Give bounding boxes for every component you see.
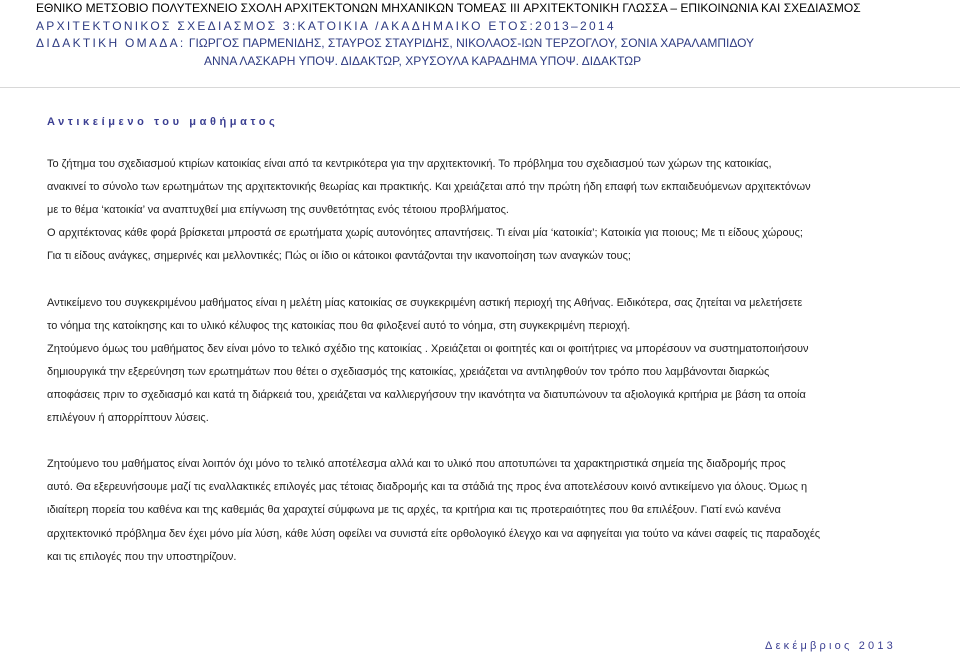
document-header <box>36 0 936 70</box>
text-line: επιλέγουν ή απορρίπτουν λύσεις. <box>47 412 209 425</box>
text-line: Ζητούμενο όμως του μαθήματος δεν είναι μόνο το τελικό σχέδιο της κατοικίας . Χρειάζεται οι φοιτητές και οι φοιτήτριες να μπορέσουν να συστηματοποιήσουν <box>47 342 809 355</box>
header-divider <box>0 87 960 88</box>
paragraph-gap <box>47 430 927 453</box>
text-line: και τις επιλογές που την υποστηρίζουν. <box>47 550 237 563</box>
footer-date: Δεκέμβριος 2013 <box>765 640 896 652</box>
text-line: Ο αρχιτέκτονας κάθε φορά βρίσκεται μπροστά σε ερωτήματα χωρίς αυτονόητες απαντήσεις. Τι είναι μία ‘κατοικία’; Κατοικία για ποιους; Με τι είδους χώρους; <box>47 227 803 240</box>
teaching-team-line <box>36 35 936 53</box>
institution-line: ΕΘΝΙΚΟ ΜΕΤΣΟΒΙΟ ΠΟΛΥΤΕΧΝΕΙΟ ΣΧΟΛΗ ΑΡΧΙΤΕΚΤΟΝΩΝ ΜΗΧΑΝΙΚΩΝ ΤΟΜΕΑΣ III ΑΡΧΙΤΕΚΤΟΝΙΚΗ ΓΛΩΣΣΑ – ΕΠΙΚΟΙΝΩΝΙΑ ΚΑΙ ΣΧΕΔΙΑΣΜΟΣ <box>36 1 861 15</box>
text-line: αποφάσεις πριν το σχεδιασμό και κατά τη διάρκειά του, χρειάζεται να καλλιεργήσουν την ικανότητα να διατυπώνουν τα αξιολογικά κριτήρια με βάση τα οποία <box>47 388 806 401</box>
text-line: αυτό. Θα εξερευνήσουμε μαζί τις εναλλακτικές επιλογές μας τέτοιας διαδρομής και τα στάδιά της προς ένα αποτελέσουν κοινό αντικείμενο για όλους. Όμως η <box>47 481 808 494</box>
text-line: ανακινεί το σύνολο των ερωτημάτων της αρχιτεκτονικής θεωρίας και πρακτικής. Και χρειάζεται από την πρώτη ήδη επαφή των εκπαιδευόμενων αρχιτεκτόνων <box>47 181 811 194</box>
paragraph-gap <box>47 268 927 291</box>
section-heading: Αντικείμενο του μαθήματος <box>47 116 279 128</box>
paragraph-1 <box>47 153 927 268</box>
text-line: Το ζήτημα του σχεδιασμού κτιρίων κατοικίας είναι από τα κεντρικότερα για την αρχιτεκτονική. Το πρόβλημα του σχεδιασμού των χώρων της κατοικίας, <box>47 158 772 170</box>
text-line: Ζητούμενο του μαθήματος είναι λοιπόν όχι μόνο το τελικό αποτέλεσμα αλλά και το υλικό που αποτυπώνει τα χαρακτηριστικά σημεία της διαδρομής προς <box>47 458 786 471</box>
paragraph-3 <box>47 453 927 568</box>
course-title-line: ΑΡΧΙΤΕΚΤΟΝΙΚΟΣ ΣΧΕΔΙΑΣΜΟΣ 3:ΚΑΤΟΙΚΙΑ /ΑΚΑΔΗΜΑΙΚΟ ΕΤΟΣ:2013–2014 <box>36 18 616 33</box>
text-line: δημιουργικά την εξερεύνηση των ερωτημάτων που θέτει ο σχεδιασμός της κατοικίας, χρειάζεται να αντιληφθούν τον τρόπο που λαμβάνονται διαρκώς <box>47 365 770 378</box>
paragraph-2 <box>47 292 927 431</box>
body-text <box>47 153 927 569</box>
text-line: με το θέμα ‘κατοικία’ να αναπτυχθεί μια επίγνωση της συνθετότητας ενός τέτοιου προβλήματος. <box>47 204 509 217</box>
teaching-team-label: ΔΙΔΑΚΤΙΚΗ ΟΜΑΔΑ: <box>36 36 186 51</box>
text-line: Για τι είδους ανάγκες, σημερινές και μελλοντικές; Πώς οι ίδιο οι κάτοικοι φαντάζονται την ικανοποίηση των αναγκών τους; <box>47 250 631 263</box>
teaching-team-names: ΓΙΩΡΓΟΣ ΠΑΡΜΕΝΙΔΗΣ, ΣΤΑΥΡΟΣ ΣΤΑΥΡΙΔΗΣ, ΝΙΚΟΛΑΟΣ-ΙΩΝ ΤΕΡΖΟΓΛΟΥ, ΣΟΝΙΑ ΧΑΡΑΛΑΜΠΙΔΟΥ <box>185 36 755 51</box>
text-line: ιδιαίτερη πορεία του καθένα και της καθεμιάς θα χαραχτεί σύμφωνα με τις αρχές, τα κριτήρια και τις προτεραιότητες που θα επιλέξουν. Γιατί ενώ κανένα <box>47 504 781 517</box>
text-line: το νόημα της κατοίκησης και το υλικό κέλυφος της κατοικίας που θα φιλοξενεί αυτό το νόημα, στη συγκεκριμένη περιοχή. <box>47 319 631 332</box>
teaching-team-line-2: ΑΝΝΑ ΛΑΣΚΑΡΗ ΥΠΟΨ. ΔΙΔΑΚΤΩΡ, ΧΡΥΣΟΥΛΑ ΚΑΡΑΔΗΜΑ ΥΠΟΨ. ΔΙΔΑΚΤΩΡ <box>204 53 642 68</box>
text-line: Αντικείμενο του συγκεκριμένου μαθήματος είναι η μελέτη μίας κατοικίας σε συγκεκριμένη αστική περιοχή της Αθήνας. Ειδικότερα, σας ζητείται να μελετήσετε <box>47 296 803 309</box>
text-line: αρχιτεκτονικό πρόβλημα δεν έχει μόνο μία λύση, κάθε λύση οφείλει να συνιστά είτε ορθολογικό έλεγχο και να αφηγείται για τούτο να κάνει σαφείς τις παραδοχές <box>47 527 821 540</box>
